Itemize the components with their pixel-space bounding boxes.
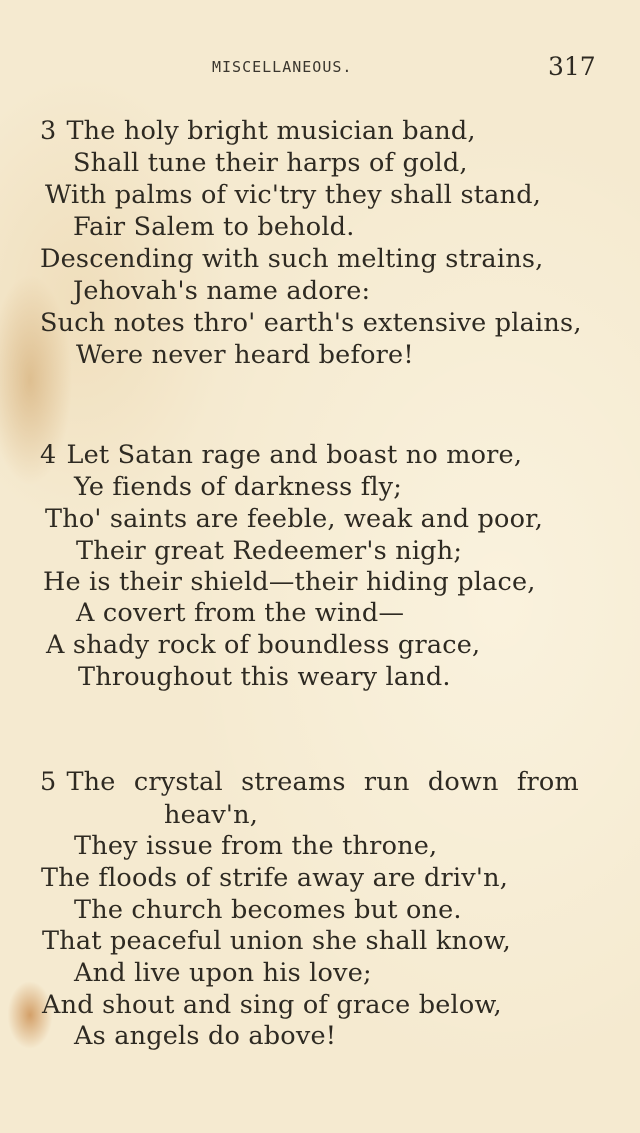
verse-line: 4 Let Satan rage and boast no more, xyxy=(40,440,523,470)
verse-line: He is their shield—their hiding place, xyxy=(43,567,536,597)
verse-line: 3 The holy bright musician band, xyxy=(40,116,476,146)
verse-line: A shady rock of boundless grace, xyxy=(46,630,481,660)
page-number: 317 xyxy=(548,52,596,81)
verse-line: Throughout this weary land. xyxy=(78,662,451,692)
verse-line: The floods of strife away are driv'n, xyxy=(41,863,508,893)
verse-line: Ye fiends of darkness fly; xyxy=(74,472,403,502)
verse-line: Tho' saints are feeble, weak and poor, xyxy=(45,504,544,534)
verse-line: With palms of vic'try they shall stand, xyxy=(45,180,542,210)
verse-line: They issue from the throne, xyxy=(74,831,438,861)
verse-line: The church becomes but one. xyxy=(74,895,462,925)
verse-line: Such notes thro' earth's extensive plains, xyxy=(40,308,582,338)
verse-line: heav'n, xyxy=(164,800,259,830)
verse-line: A covert from the wind— xyxy=(76,598,405,628)
verse-line: That peaceful union she shall know, xyxy=(42,926,511,956)
stanza-number: 4 xyxy=(40,440,57,470)
verse-line: Were never heard before! xyxy=(76,340,414,370)
verse-line: And live upon his love; xyxy=(74,958,372,988)
verse-line: Shall tune their harps of gold, xyxy=(73,148,468,178)
running-title: MISCELLANEOUS. xyxy=(212,58,353,76)
verse-line: 5 The crystal streams run down from xyxy=(40,767,579,797)
verse-line: As angels do above! xyxy=(74,1021,337,1051)
stanza-number: 3 xyxy=(40,116,57,146)
verse-line: Jehovah's name adore: xyxy=(73,276,371,306)
verse-line: And shout and sing of grace below, xyxy=(42,990,502,1020)
verse-line: Their great Redeemer's nigh; xyxy=(76,536,463,566)
stanza-number: 5 xyxy=(40,767,57,797)
verse-line: Fair Salem to behold. xyxy=(73,212,355,242)
verse-line: Descending with such melting strains, xyxy=(40,244,544,274)
